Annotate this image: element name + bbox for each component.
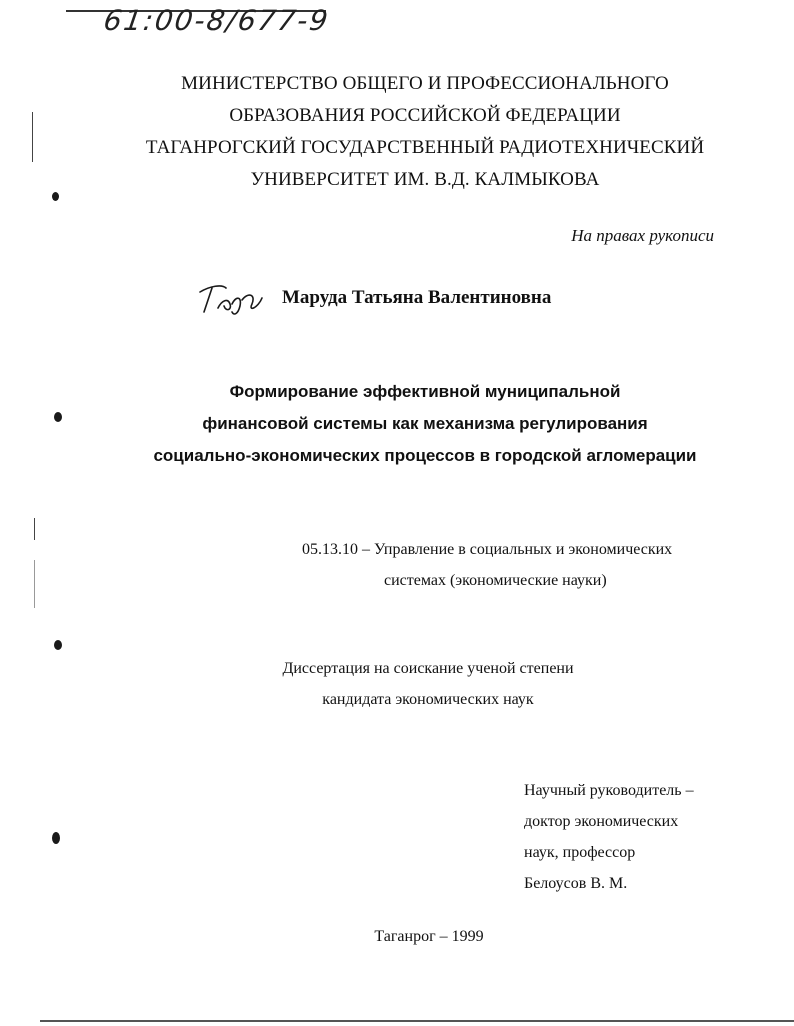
dissertation-title <box>0 376 794 472</box>
title-line: финансовой системы как механизма регулирования <box>202 414 648 433</box>
archive-code: 61:00-8/677-9 <box>101 4 332 37</box>
author-name: Маруда Татьяна Валентиновна <box>282 287 552 308</box>
degree <box>268 653 588 715</box>
binding-hole-mark <box>52 192 59 201</box>
specialty-line: системах (экономические науки) <box>384 572 607 589</box>
binding-hole-mark <box>52 832 60 844</box>
manuscript-rights: На правах рукописи <box>571 226 714 245</box>
scan-edge-line <box>32 112 33 162</box>
binding-hole-mark <box>54 640 62 650</box>
bottom-rule <box>40 1020 794 1022</box>
specialty-line: 05.13.10 – Управление в социальных и экономических <box>302 541 673 558</box>
institution-header <box>0 68 794 196</box>
scan-edge-line <box>34 560 35 608</box>
institution-line: УНИВЕРСИТЕТ ИМ. В.Д. КАЛМЫКОВА <box>250 169 600 190</box>
specialty <box>302 534 672 596</box>
title-line: Формирование эффективной муниципальной <box>229 382 621 401</box>
institution-line: ОБРАЗОВАНИЯ РОССИЙСКОЙ ФЕДЕРАЦИИ <box>229 105 621 126</box>
advisor-line: Научный руководитель – <box>524 782 694 799</box>
binding-hole-mark <box>54 412 62 422</box>
signature-icon <box>196 278 268 318</box>
degree-line: Диссертация на соискание ученой степени <box>282 660 574 677</box>
title-line: социально-экономических процессов в городской агломерации <box>153 446 697 465</box>
scientific-advisor <box>524 775 694 899</box>
author-row <box>196 278 551 318</box>
institution-line: МИНИСТЕРСТВО ОБЩЕГО И ПРОФЕССИОНАЛЬНОГО <box>181 73 669 94</box>
advisor-line: доктор экономических <box>524 813 679 830</box>
institution-line: ТАГАНРОГСКИЙ ГОСУДАРСТВЕННЫЙ РАДИОТЕХНИЧЕСКИЙ <box>145 137 705 158</box>
degree-line: кандидата экономических наук <box>322 691 534 708</box>
place-year: Таганрог – 1999 <box>374 928 484 945</box>
advisor-line: наук, профессор <box>524 844 636 861</box>
scan-edge-line <box>34 518 35 540</box>
advisor-line: Белоусов В. М. <box>524 875 628 892</box>
